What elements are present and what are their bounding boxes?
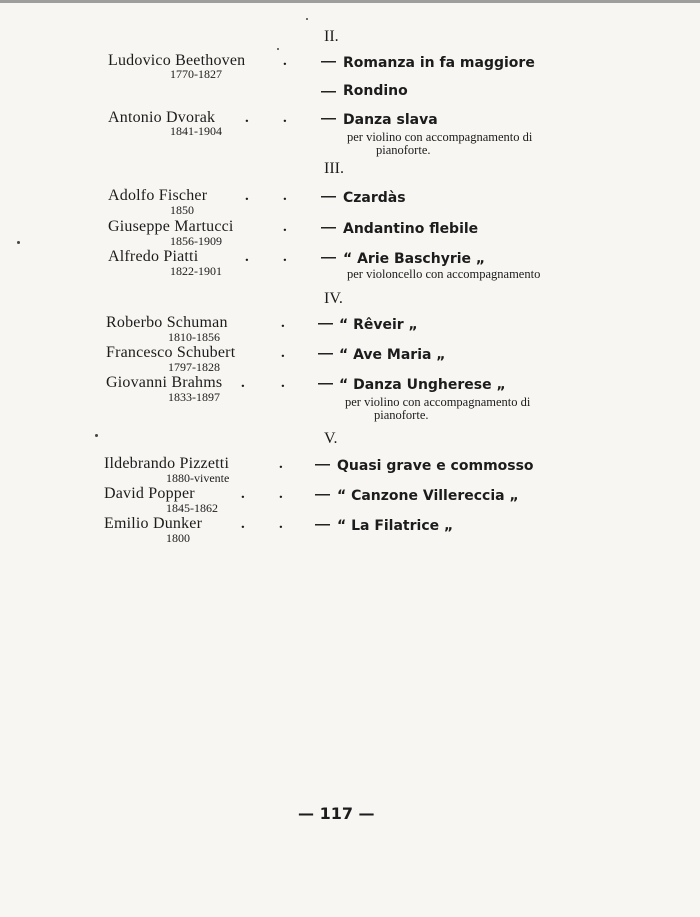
title-dash: — (318, 375, 333, 392)
title-dash: — (321, 83, 336, 100)
piece-title: Danza slava (343, 112, 438, 128)
piece-title: “ Rêveir „ (339, 317, 418, 333)
leader-dot: . (241, 516, 245, 532)
leader-dot: . (281, 375, 285, 391)
piece-title: Quasi grave e commosso (337, 458, 534, 474)
composer-years: 1822-1901 (170, 264, 222, 278)
composer-name: Ludovico Beethoven (108, 52, 246, 69)
composer-years: 1833-1897 (168, 390, 220, 404)
piece-title: “ Ave Maria „ (339, 347, 446, 363)
leader-dot: . (279, 486, 283, 502)
title-dash: — (315, 516, 330, 533)
piece-note: per violino con accompagnamento di (345, 395, 531, 409)
composer-name: Ildebrando Pizzetti (104, 455, 230, 472)
composer-years: 1770-1827 (170, 67, 222, 81)
scan-speck (277, 48, 279, 50)
scan-speck (95, 434, 98, 437)
title-dash: — (318, 345, 333, 362)
title-dash: — (321, 219, 336, 236)
leader-dot: . (279, 516, 283, 532)
section-heading-ii: II. (324, 28, 339, 45)
title-dash: — (315, 456, 330, 473)
page-number: — 117 — (298, 804, 375, 823)
section-heading-v: V. (324, 430, 338, 447)
composer-name: Alfredo Piatti (108, 248, 199, 265)
composer-name: Emilio Dunker (104, 515, 203, 532)
leader-dot: . (245, 249, 249, 265)
composer-years: 1880-vivente (166, 471, 230, 485)
piece-note: per violoncello con accompagnamento (347, 267, 541, 281)
composer-years: 1845-1862 (166, 501, 218, 515)
composer-name: Roberbo Schuman (106, 314, 228, 331)
leader-dot: . (241, 375, 245, 391)
scan-speck (17, 241, 20, 244)
title-dash: — (321, 249, 336, 266)
leader-dot: . (245, 110, 249, 126)
leader-dot: . (241, 486, 245, 502)
section-heading-iii: III. (324, 160, 344, 177)
piece-note-continued: pianoforte. (374, 408, 429, 422)
piece-title: Romanza in fa maggiore (343, 55, 535, 71)
composer-years: 1841-1904 (170, 124, 222, 138)
piece-title: “ Danza Ungherese „ (339, 377, 506, 393)
composer-years: 1800 (166, 531, 190, 545)
composer-years: 1850 (170, 203, 194, 217)
leader-dot: . (283, 219, 287, 235)
composer-years: 1810-1856 (168, 330, 220, 344)
leader-dot: . (283, 249, 287, 265)
composer-years: 1856-1909 (170, 234, 222, 248)
composer-years: 1797-1828 (168, 360, 220, 374)
section-heading-iv: IV. (324, 290, 343, 307)
leader-dot: . (281, 345, 285, 361)
composer-name: Adolfo Fischer (108, 187, 208, 204)
leader-dot: . (283, 110, 287, 126)
piece-title: Rondino (343, 83, 408, 99)
piece-title: “ Canzone Villereccia „ (337, 488, 519, 504)
title-dash: — (315, 486, 330, 503)
piece-title: Andantino flebile (343, 221, 479, 237)
composer-name: Giovanni Brahms (106, 374, 223, 391)
title-dash: — (321, 110, 336, 127)
title-dash: — (321, 53, 336, 70)
piece-note-continued: pianoforte. (376, 143, 431, 157)
piece-note: per violino con accompagnamento di (347, 130, 533, 144)
leader-dot: . (283, 188, 287, 204)
piece-title: “ Arie Baschyrie „ (343, 251, 486, 267)
title-dash: — (318, 315, 333, 332)
scan-speck (306, 18, 308, 20)
leader-dot: . (281, 315, 285, 331)
title-dash: — (321, 188, 336, 205)
piece-title: Czardàs (343, 190, 406, 206)
composer-name: Giuseppe Martucci (108, 218, 234, 235)
scan-top-edge (0, 0, 700, 3)
leader-dot: . (279, 456, 283, 472)
composer-name: David Popper (104, 485, 195, 502)
composer-name: Francesco Schubert (106, 344, 236, 361)
composer-name: Antonio Dvorak (108, 109, 216, 126)
leader-dot: . (245, 188, 249, 204)
piece-title: “ La Filatrice „ (337, 518, 454, 534)
leader-dot: . (283, 53, 287, 69)
